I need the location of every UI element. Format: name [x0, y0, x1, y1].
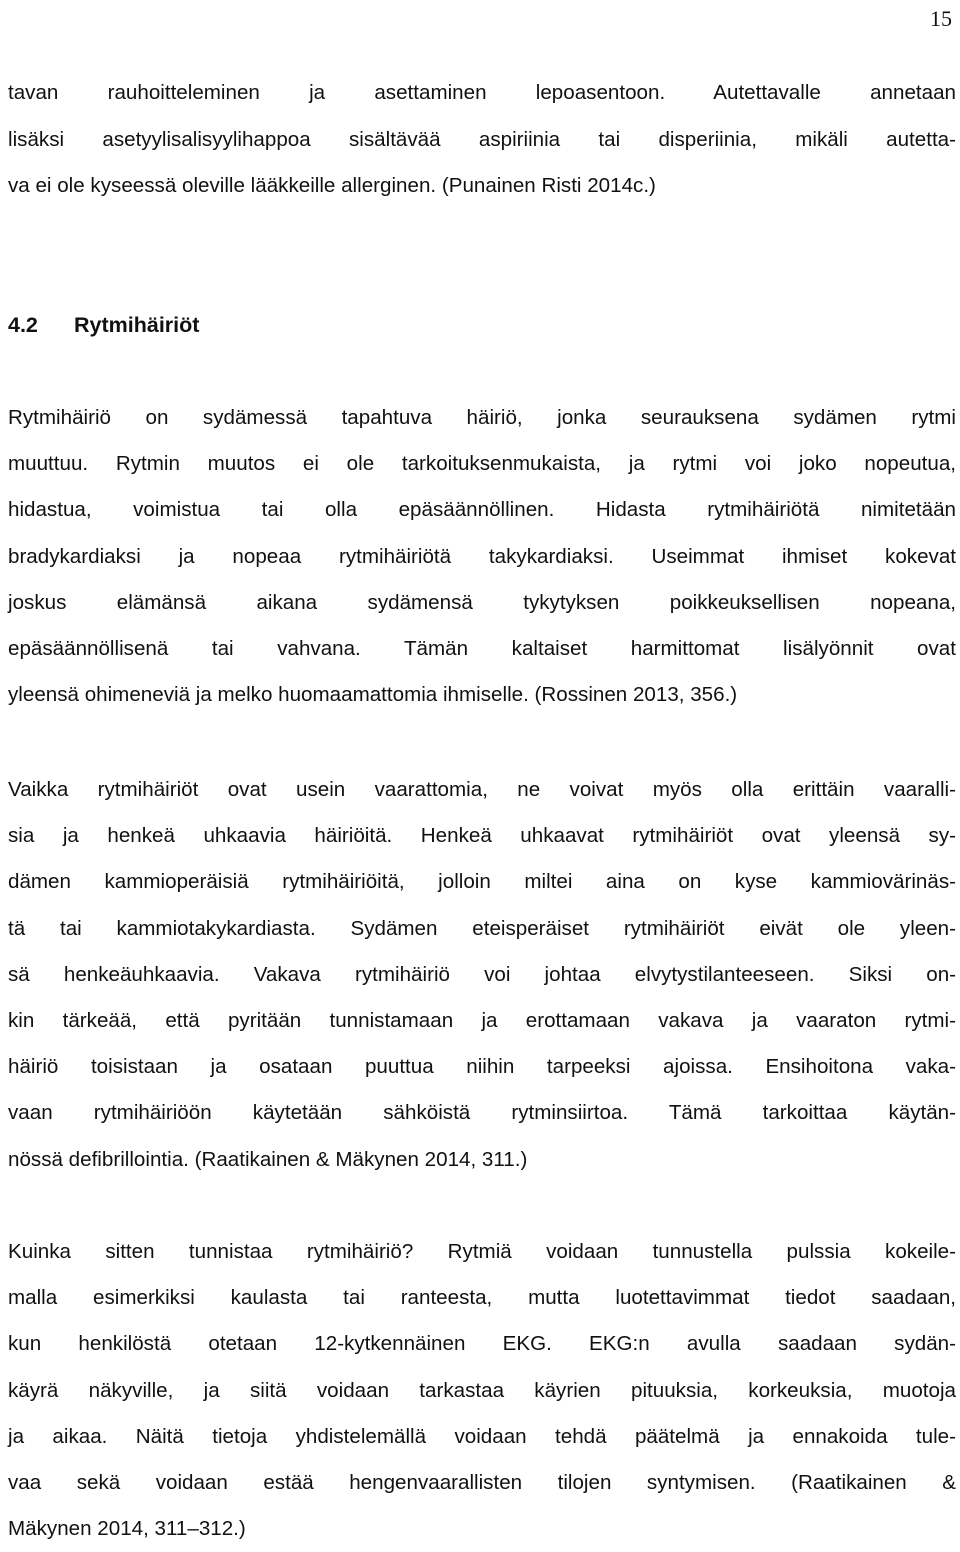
text-line: lisäksi asetyylisalisyylihappoa sisältävää aspiriinia tai disperiinia, mikäli autetta- [8, 127, 956, 151]
paragraph-recognizing-arrhythmia [8, 1229, 956, 1552]
section-title: Rytmihäiriöt [74, 313, 200, 337]
section-number: 4.2 [8, 313, 38, 337]
text-line: hidastua, voimistua tai olla epäsäännöllinen. Hidasta rytmihäiriötä nimitetään [8, 498, 956, 522]
text-line: Mäkynen 2014, 311–312.) [8, 1517, 246, 1541]
text-line: vaa sekä voidaan estää hengenvaarallisten tilojen syntymisen. (Raatikainen & [8, 1471, 956, 1495]
text-line: joskus elämänsä aikana sydämensä tykytyksen poikkeuksellisen nopeana, [8, 590, 956, 614]
text-line: sä henkeäuhkaavia. Vakava rytmihäiriö voi johtaa elvytystilanteeseen. Siksi on- [8, 962, 956, 986]
text-line: yleensä ohimeneviä ja melko huomaamattomia ihmiselle. (Rossinen 2013, 356.) [8, 683, 738, 707]
text-line: Kuinka sitten tunnistaa rytmihäiriö? Rytmiä voidaan tunnustella pulssia kokeile- [8, 1240, 956, 1263]
paragraph-intro-continuation [8, 70, 956, 210]
text-line: ja aikaa. Näitä tietoja yhdistelemällä voidaan tehdä päätelmä ja ennakoida tule- [8, 1424, 956, 1448]
text-line: sia ja henkeä uhkaavia häiriöitä. Henkeä uhkaavat rytmihäiriöt ovat yleensä sy- [8, 824, 956, 848]
text-line: muuttuu. Rytmin muutos ei ole tarkoituksenmukaista, ja rytmi voi joko nopeutua, [8, 452, 956, 476]
text-line: tavan rauhoitteleminen ja asettaminen lepoasentoon. Autettavalle annetaan [8, 81, 956, 104]
section-heading [8, 302, 199, 348]
text-line: malla esimerkiksi kaulasta tai ranteesta, mutta luotettavimmat tiedot saadaan, [8, 1286, 956, 1310]
text-line: kin tärkeää, että pyritään tunnistamaan ja erottamaan vakava ja vaaraton rytmi- [8, 1009, 956, 1033]
text-line: dämen kammioperäisiä rytmihäiriöitä, jolloin miltei aina on kyse kammiovärinäs- [8, 870, 956, 894]
text-line: epäsäännöllisenä tai vahvana. Tämän kaltaiset harmittomat lisälyönnit ovat [8, 637, 956, 661]
text-line: tä tai kammiotakykardiasta. Sydämen eteisperäiset rytmihäiriöt eivät ole yleen- [8, 916, 956, 940]
text-line: va ei ole kyseessä oleville lääkkeille allerginen. (Punainen Risti 2014c.) [8, 174, 656, 197]
paragraph-dangerous-arrhythmias [8, 767, 956, 1183]
text-line: vaan rytmihäiriöön käytetään sähköistä rytminsiirtoa. Tämä tarkoittaa käytän- [8, 1101, 956, 1125]
text-line: käyrä näkyville, ja siitä voidaan tarkastaa käyrien pituuksia, korkeuksia, muotoja [8, 1378, 956, 1402]
text-line: Vaikka rytmihäiriöt ovat usein vaarattomia, ne voivat myös olla erittäin vaaralli- [8, 778, 956, 801]
text-line: nössä defibrillointia. (Raatikainen & Mäkynen 2014, 311.) [8, 1147, 528, 1171]
paragraph-arrhythmia-definition [8, 395, 956, 718]
text-line: Rytmihäiriö on sydämessä tapahtuva häiriö, jonka seurauksena sydämen rytmi [8, 406, 956, 429]
text-line: häiriö toisistaan ja osataan puuttua niihin tarpeeksi ajoissa. Ensihoitona vaka- [8, 1055, 956, 1079]
page-number: 15 [930, 6, 952, 31]
text-line: bradykardiaksi ja nopeaa rytmihäiriötä takykardiaksi. Useimmat ihmiset kokevat [8, 544, 956, 568]
text-line: kun henkilöstä otetaan 12-kytkennäinen EKG. EKG:n avulla saadaan sydän- [8, 1332, 956, 1356]
